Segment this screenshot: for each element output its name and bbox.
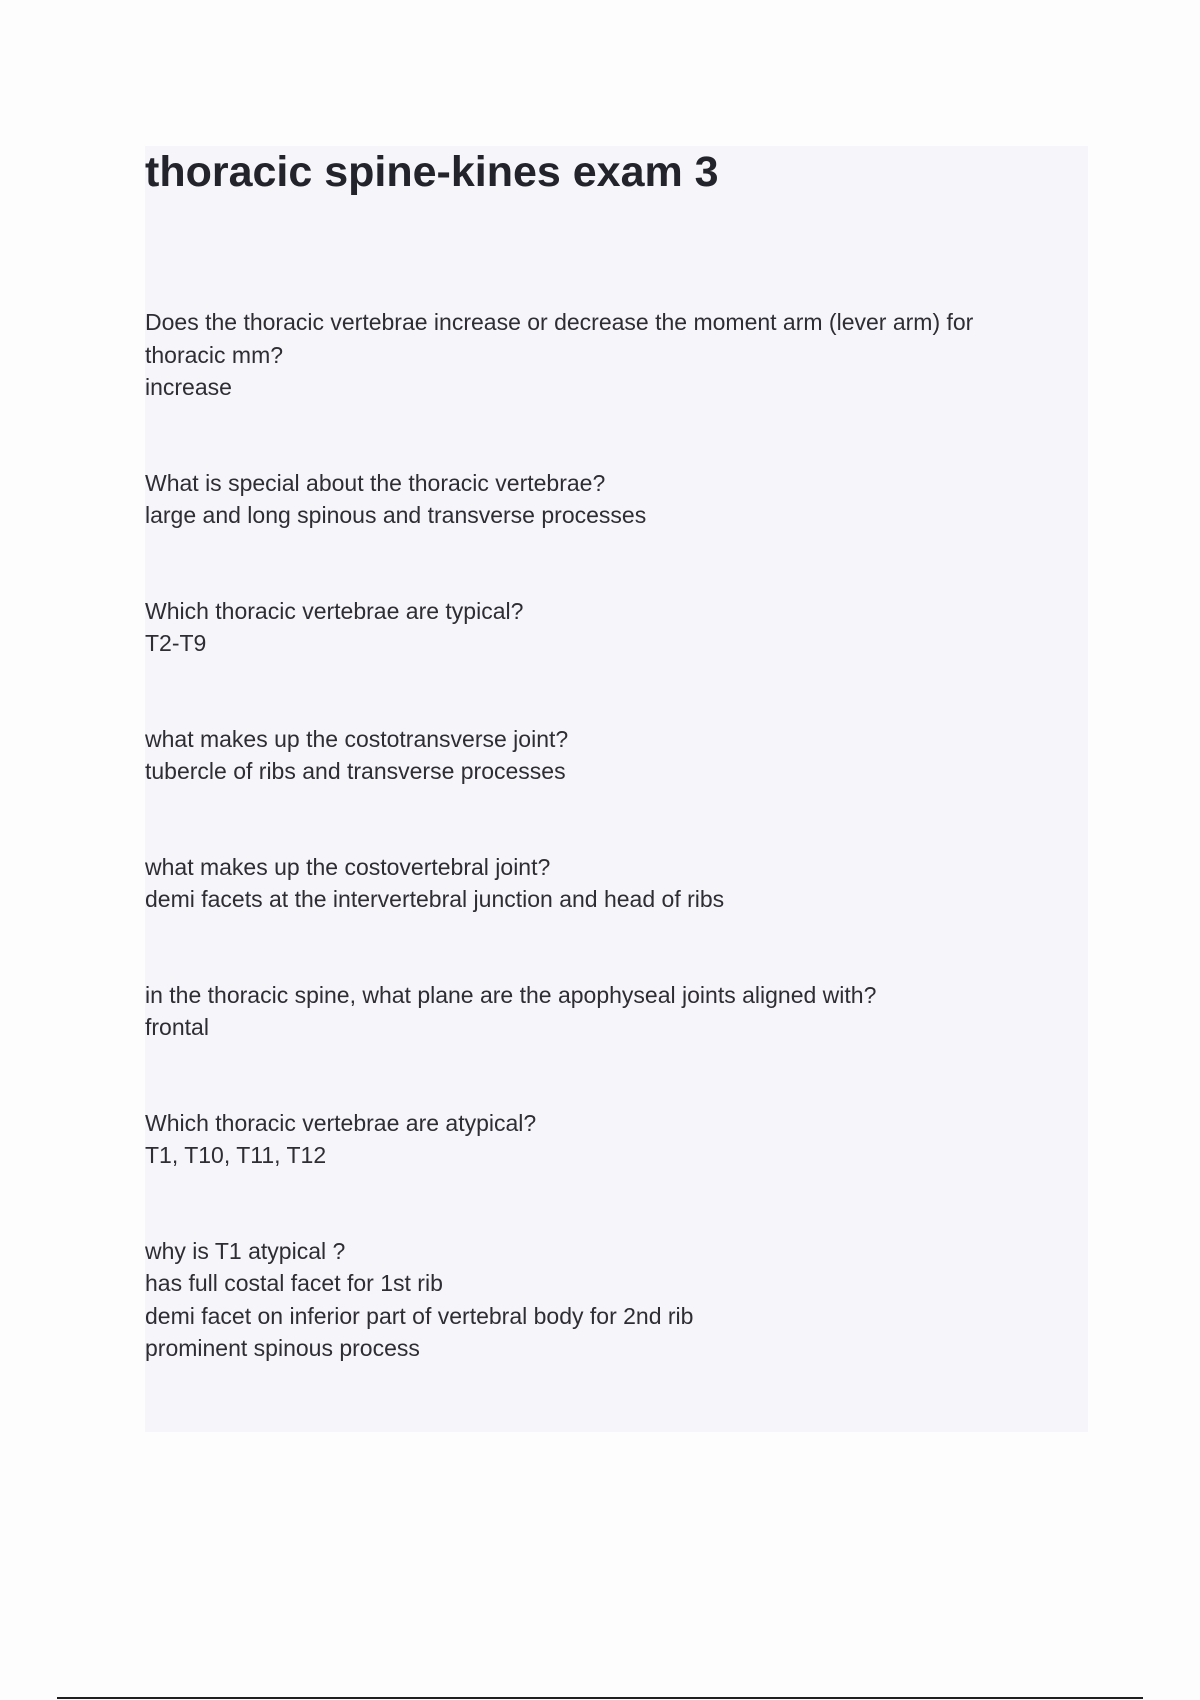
- page-bottom-rule: [57, 1697, 1143, 1699]
- question-text: what makes up the costovertebral joint?: [145, 853, 551, 880]
- qa-item: [145, 723, 1045, 788]
- question-text: in the thoracic spine, what plane are the apophyseal joints aligned with?: [145, 981, 877, 1008]
- qa-item: [145, 1107, 1045, 1172]
- answer-text: T1, T10, T11, T12: [145, 1142, 327, 1168]
- qa-item: [145, 467, 1045, 532]
- qa-item: [145, 851, 1045, 916]
- answer-text: prominent spinous process: [145, 1335, 420, 1361]
- question-text: what makes up the costotransverse joint?: [145, 725, 569, 752]
- answer-text: increase: [145, 374, 232, 400]
- answer-text: demi facet on inferior part of vertebral body for 2nd rib: [145, 1302, 694, 1329]
- qa-item: [145, 306, 1045, 404]
- answer-text: T2-T9: [145, 630, 207, 656]
- answer-text: frontal: [145, 1014, 209, 1040]
- question-text: Which thoracic vertebrae are typical?: [145, 597, 524, 624]
- qa-list: [145, 306, 1045, 1365]
- document-title: thoracic spine-kines exam 3: [145, 148, 719, 196]
- qa-item: [145, 1235, 1045, 1365]
- question-text: Does the thoracic vertebrae increase or decrease the moment arm (lever arm) for thoracic mm?: [145, 309, 974, 368]
- question-text: What is special about the thoracic vertebrae?: [145, 469, 606, 496]
- question-text: Which thoracic vertebrae are atypical?: [145, 1109, 537, 1136]
- answer-text: has full costal facet for 1st rib: [145, 1270, 443, 1296]
- question-text: why is T1 atypical ?: [145, 1237, 346, 1264]
- answer-text: demi facets at the intervertebral junction and head of ribs: [145, 886, 725, 912]
- answer-text: large and long spinous and transverse processes: [145, 502, 647, 528]
- qa-item: [145, 595, 1045, 660]
- qa-item: [145, 979, 1045, 1044]
- answer-text: tubercle of ribs and transverse processes: [145, 758, 566, 784]
